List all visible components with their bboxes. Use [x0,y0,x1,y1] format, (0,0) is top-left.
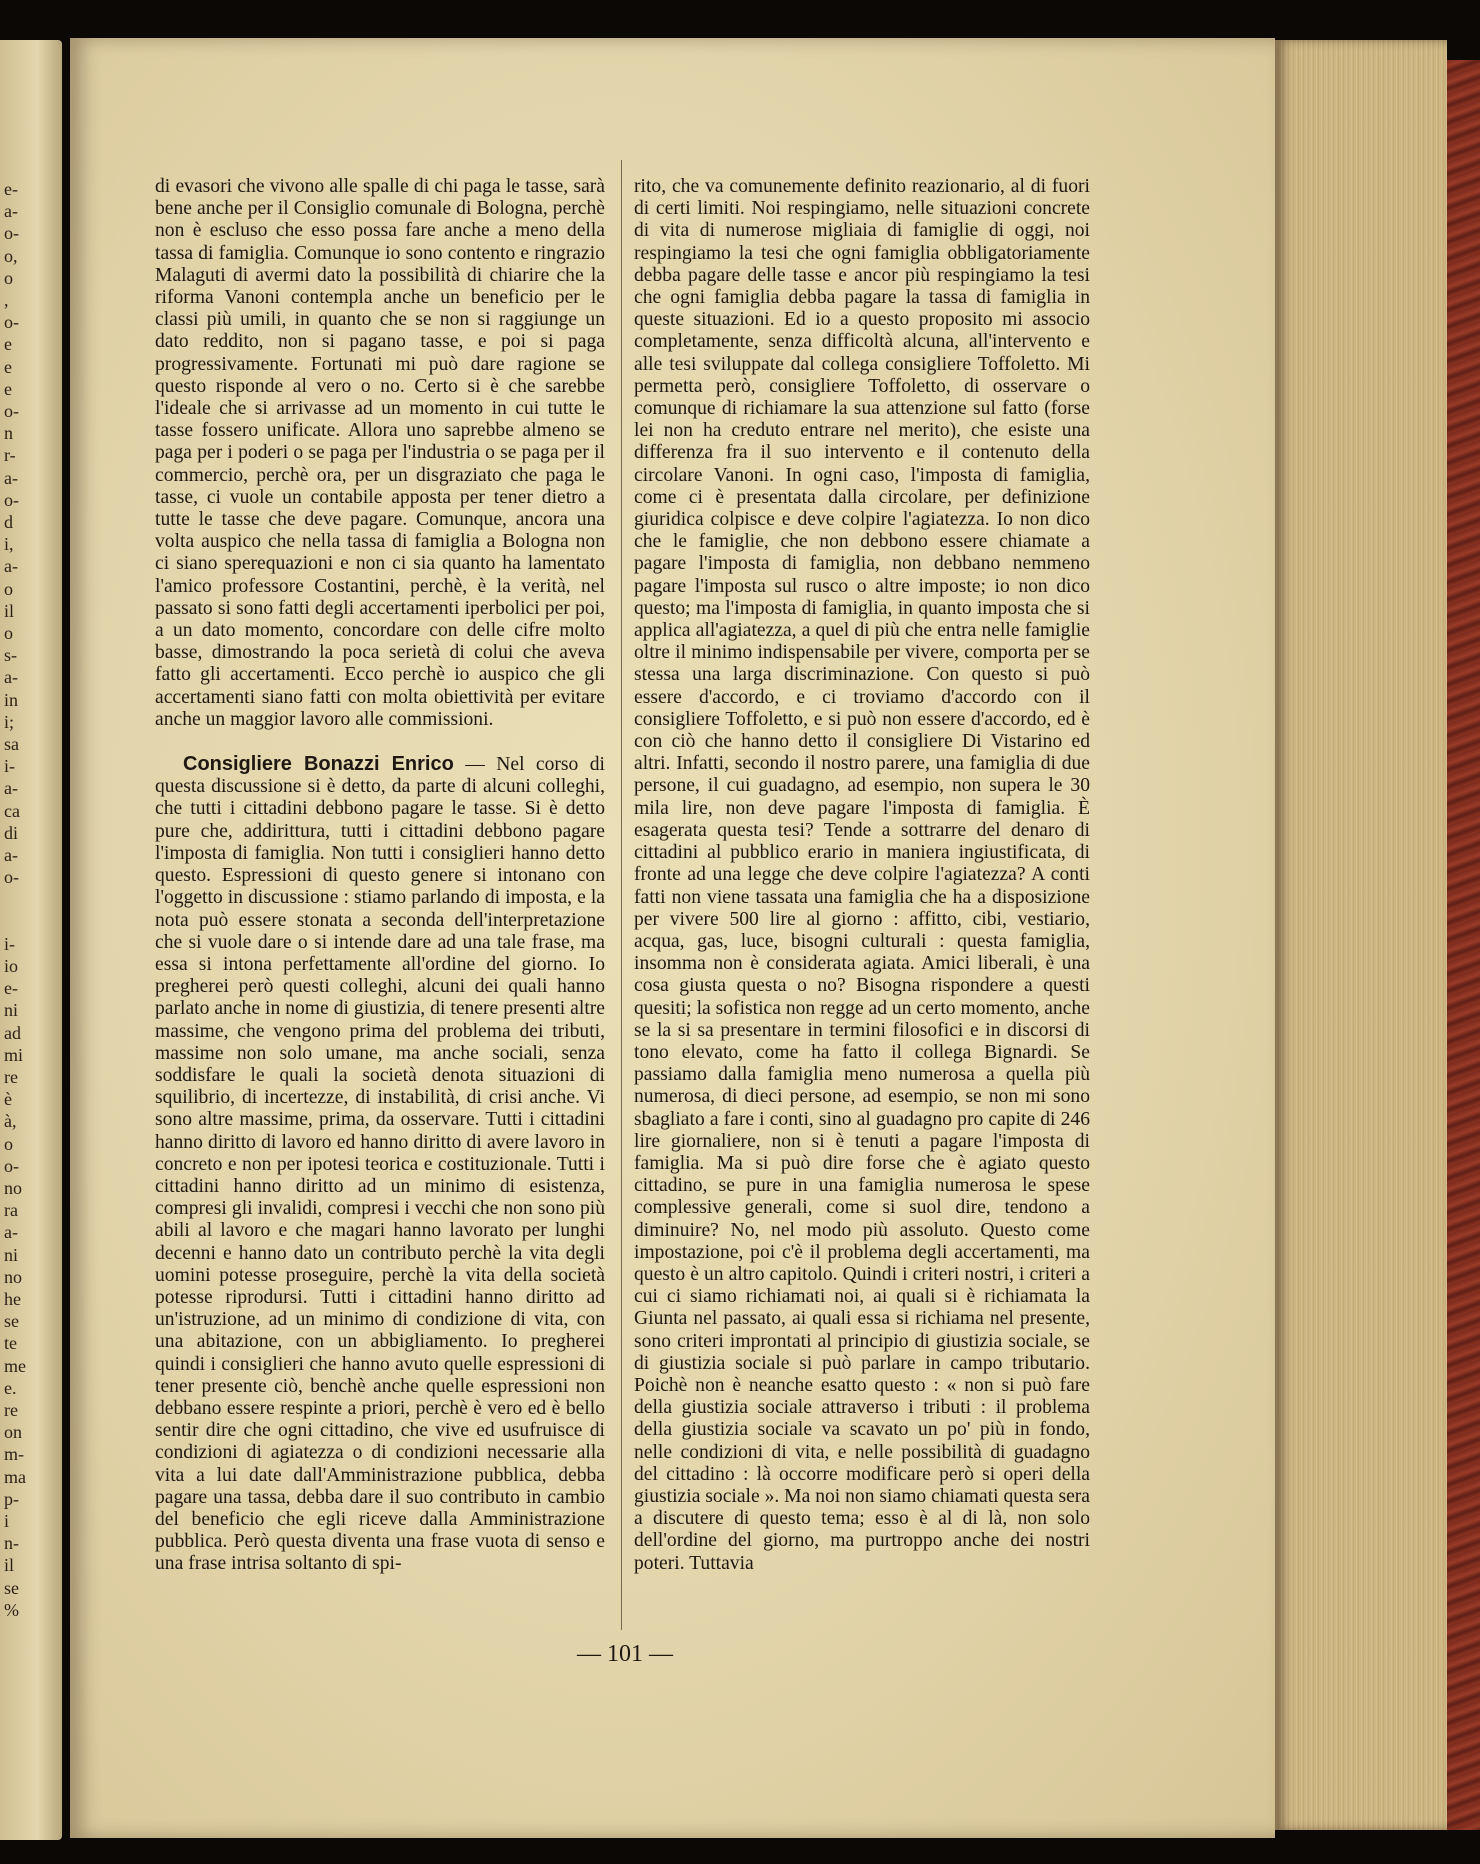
left-page-fragment: o- [4,1155,19,1176]
speaker-name: Consigliere Bonazzi Enrico [183,753,454,776]
left-page-fragment: i; [4,711,15,732]
left-page-fragment: n [4,423,13,444]
left-page-fragment: mi [4,1044,24,1065]
left-page-fragment: o- [4,223,19,244]
left-page-fragment: no [4,1266,22,1287]
right-paragraph: rito, che va comunemente definito reazionario, al di fuori di certi limiti. Noi respingiamo, nelle situazioni concrete di vita di numerose migliaia di famiglie di oggi, noi respingiamo la tesi che ogni famiglia obbligatoriamente debba pagare delle tasse e ancor più respingiamo la tesi che ogni famiglia debba pagare la tassa di famiglia in queste situazioni. Ed io a questo proposito mi associo completamente, senza difficoltà alcuna, all'intervento e alle tesi sviluppate dal collega consigliere Toffoletto. Mi permetta però, consigliere Toffoletto, di osservare o comunque di richiamare la sua attenzione sul fatto (forse lei non ha creduto entrare nel merito), che esiste una differenza fra il suo intervento e il contenuto della circolare Vanoni. In ogni caso, l'imposta di famiglia, come ci è presentata dalla circolare, per definizione giuridica colpisce e deve colpire l'agiatezza. Io non dico che le famiglie, che non debbono essere chiamate a pagare l'imposta di famiglia, non debbano nemmeno pagare l'imposta sul rusco o altre imposte; io non dico questo; ma l'imposta di famiglia, in quanto imposta che si applica all'agiatezza, a quel di più che entra nelle famiglie oltre il minimo indispensabile per vivere, comporta per se stessa una larga discriminazione. Con questo si può essere d'accordo, e ci troviamo d'accordo con il consigliere Toffoletto, e si può non essere d'accordo, ed è con ciò che hanno detto il consigliere Di Vistarino ed altri. Infatti, secondo il nostro parere, una famiglia di due persone, il cui guadagno, ad esempio, non supera le 30 mila lire, non deve pagare l'imposta di famiglia. È esagerata questa tesi? Tende a sottrarre del denaro di cittadini al pubblico erario in maniera ingiustificata, di fronte ad una legge che deve colpire l'agiatezza? A conti fatti non viene tassata una famiglia che ha a disposizione per vivere 500 lire al giorno : affitto, cibi, vestiario, acqua, gas, luce, bisogni culturali : questa famiglia, insomma non è considerata agiata. Amici liberali, è una cosa giusta questa o no? Bisogna rispondere a questi quesiti; la sofistica non regge ad un certo momento, anche se la si sa presentare in termini filosofici e in discorsi di tono elevato, come ha fatto il collega Bignardi. Se passiamo dalla famiglia meno numerosa a quella più numerosa, di dieci persone, ad esempio, se non mi sono sbagliato a fare i conti, sino al guadagno pro capite di 246 lire giornaliere, non si è tenuti a pagare l'imposta di famiglia. Ma si può dire forse che è agiato questo cittadino, se pure in una famiglia numerosa le spese complessive generali, come si suol dire, tendono a diminuire? No, nel modo più assoluto. Questo come impostazione, poi c'è il problema degli accertamenti, ma questo è un altro capitolo. Quindi i criteri nostri, i criteri a cui ci siamo richiamati noi, ai quali si è richiamata la Giunta nel passato, ai quali essa si richiama nel presente, sono criteri improntati al principio di giustizia sociale, se di giustizia sociale si può parlare in campo tributario. Poichè non è neanche esatto questo : « non si può fare della giustizia sociale attraverso i tributi : il problema della giustizia sociale va scavato un po' più in fondo, nelle condizioni di vita, e nelle possibilità di guadagno del cittadino : là occorre modificare però si operi della giustizia sociale ». Ma noi non siamo chiamati questa sera a discutere di questo tema; esso è al di là, non solo dell'ordine del giorno, ma purtroppo anche dei nostri poteri. Tuttavia [634,176,1090,1574]
left-page-fragment: o [4,623,13,643]
left-page-fragment: e- [4,179,18,199]
left-page-fragment: o- [4,401,19,421]
left-page-edge [0,40,62,1840]
left-page-fragment: o- [4,867,19,888]
left-paragraph-1: di evasori che vivono alle spalle di chi paga le tasse, sarà bene anche per il Consiglio comunale di Bologna, perchè non è escluso che esso possa fare anche a meno della tassa di famiglia. Comunque io sono contento e ringrazio Malaguti di avermi dato la possibilità di chiarire che la riforma Vanoni contempla anche un beneficio per le classi più umili, in quanto che se non si raggiunge un dato reddito, non si pagano tasse, e poi si paga progressivamente. Fortunati mi può dare ragione se questo risponde al vero o no. Certo si è che sarebbe l'ideale che si arrivasse ad un momento in cui tutte le tasse fossero unificate. Allora uno saprebbe almeno se paga per i poderi o se paga per l'industria o se paga per il commercio, perchè ora, per un disgraziato che paga le tasse, ci vuole un contabile apposta per tener dietro a tutte le tasse che deve pagare. Comunque, ancora una volta auspico che nella tassa di famiglia a Bologna non ci siano sperequazioni e non ci sia quanto ha lamentato l'amico professore Costantini, perchè, è la verità, nel passato si sono fatti degli accertamenti iperbolici per poi, a un dato momento, concordare con delle cifre molto basse, dimostrando la poca serietà di colui che aveva fatto gli accertamenti. Ecco perchè io auspico che gli accertamenti siano fatti con molta obiettività per evitare anche un maggior lavoro alle commissioni. [155,176,605,730]
left-page-fragment: a- [4,467,18,488]
left-page-fragment: a- [4,778,18,799]
left-page-fragment: a- [4,1222,18,1243]
speech-text: — Nel corso di questa discussione si è detto, da parte di alcuni colleghi, che tutti i cittadini debbono pagare le tasse. Si è detto pure che, addirittura, tutti i cittadini debbono pagare l'imposta di famiglia. Non tutti i consiglieri hanno detto questo. Espressioni di questo genere si intonano con l'oggetto in discussione : stiamo parlando di imposta, e la nota può essere stonata a seconda dell'interpretazione che si vuole dare o si intende dare ad una tale frase, ma essa si intona perfettamente all'ordine del giorno. Io pregherei però questi colleghi, alcuni dei quali hanno parlato anche in nome di giustizia, di tenere presenti altre massime, che vengono prima del problema dei tributi, massime non solo umane, ma anche sociali, senza soddisfare le quali la società denota situazioni di squilibrio, di incertezze, di instabilità, di crisi anche. Vi sono altre massime, prima, da osservare. Tutti i cittadini hanno diritto di lavoro ed hanno diritto di avere lavoro in concreto e non per ipotesi teorica e costituzionale. Tutti i cittadini hanno diritto ad un minimo di esistenza, compresi gli invalidi, compresi i vecchi che non sono più abili al lavoro e che magari hanno lavorato per lunghi decenni e hanno dato un contributo perchè la vita degli uomini potesse proseguire, perchè la vita della società potesse riprodursi. Tutti i cittadini hanno diritto ad un'istruzione, ad un minimo di condizione di vita, con una abitazione, con un abbigliamento. Io pregherei quindi i consiglieri che hanno avuto quelle espressioni di tener presente ciò, benchè anche quelle espressioni non debbano essere respinte a priori, perchè è vero ed è bello sentir dire che ogni cittadino, che vive ed usufruisce di condizioni di agiatezza o di condizioni necessarie alla vita a lui date dall'Amministrazione pubblica, debba pagare una tassa, debba dare il suo contributo in cambio del beneficio che egli riceve dalla Amministrazione pubblica. Però questa diventa una frase vuota di senso e una frase intrisa soltanto di spi- [155,754,605,1575]
left-page-fragment: ni [4,1244,19,1265]
left-page-fragment: % [4,1599,19,1620]
left-page-fragment: a- [4,201,18,222]
left-page-fragment: o- [4,489,19,510]
left-page-fragment: ma [4,1466,26,1487]
left-page-fragment: e [4,334,12,355]
left-page-fragment: m- [4,1444,24,1465]
left-page-fragment: o [4,578,13,599]
left-page-fragment: te [4,1333,17,1354]
left-page-fragment: on [4,1422,22,1443]
left-page-fragment: in [4,689,19,710]
left-page-fragment: re [4,1067,18,1087]
left-page-fragment: n- [4,1533,19,1554]
page-block-edge [1275,40,1447,1830]
left-column [155,176,605,1576]
left-page-fragment: re [4,1400,18,1420]
left-page-fragment: io [4,956,19,976]
left-page-fragment: e [4,356,12,377]
left-page-fragment: se [4,1311,19,1332]
left-paragraph-2 [155,753,605,1576]
left-page-fragment: se [4,1577,19,1598]
column-divider [621,160,622,1630]
left-page-fragment: ni [4,1000,19,1021]
left-page-fragment: il [4,600,15,621]
left-page-fragment: s- [4,645,17,666]
left-page-fragment: i [4,1511,10,1531]
left-page-fragment: p- [4,1488,19,1509]
left-page-fragment: à, [4,1111,17,1132]
left-page-fragment: è [4,1089,12,1110]
left-page-fragment: o, [4,245,18,266]
page-number: — 101 — [577,1641,673,1667]
left-page-fragment: il [4,1555,15,1576]
left-page-fragment: e. [4,1377,17,1398]
left-page-fragment: ca [4,800,20,821]
left-page-fragment: e- [4,978,18,999]
left-page-fragment: di [4,822,19,843]
left-page-fragment: ra [4,1200,18,1221]
left-page-fragment: ad [4,1022,21,1043]
book-cover-edge [1447,60,1480,1830]
left-page-fragment: r- [4,445,16,466]
left-page-fragment: i, [4,534,14,555]
left-page-fragment: a- [4,556,18,577]
left-page-fragment: i- [4,933,15,954]
left-page-fragment: o [4,1133,13,1154]
left-page-fragment: , [4,290,9,310]
left-page-fragment: no [4,1178,22,1198]
left-page-fragment: i- [4,756,15,777]
left-page-fragment: o [4,267,13,288]
left-page-fragment: e [4,378,12,399]
left-page-fragment: d [4,512,13,532]
right-column [634,176,1090,1575]
left-page-fragment: o- [4,312,19,333]
paragraph-gap [155,731,605,753]
left-page-fragment: a- [4,667,18,688]
left-page-fragment: sa [4,734,19,754]
left-page-fragment: a- [4,845,18,865]
left-page-fragment: he [4,1289,21,1309]
left-page-fragment: me [4,1355,26,1376]
